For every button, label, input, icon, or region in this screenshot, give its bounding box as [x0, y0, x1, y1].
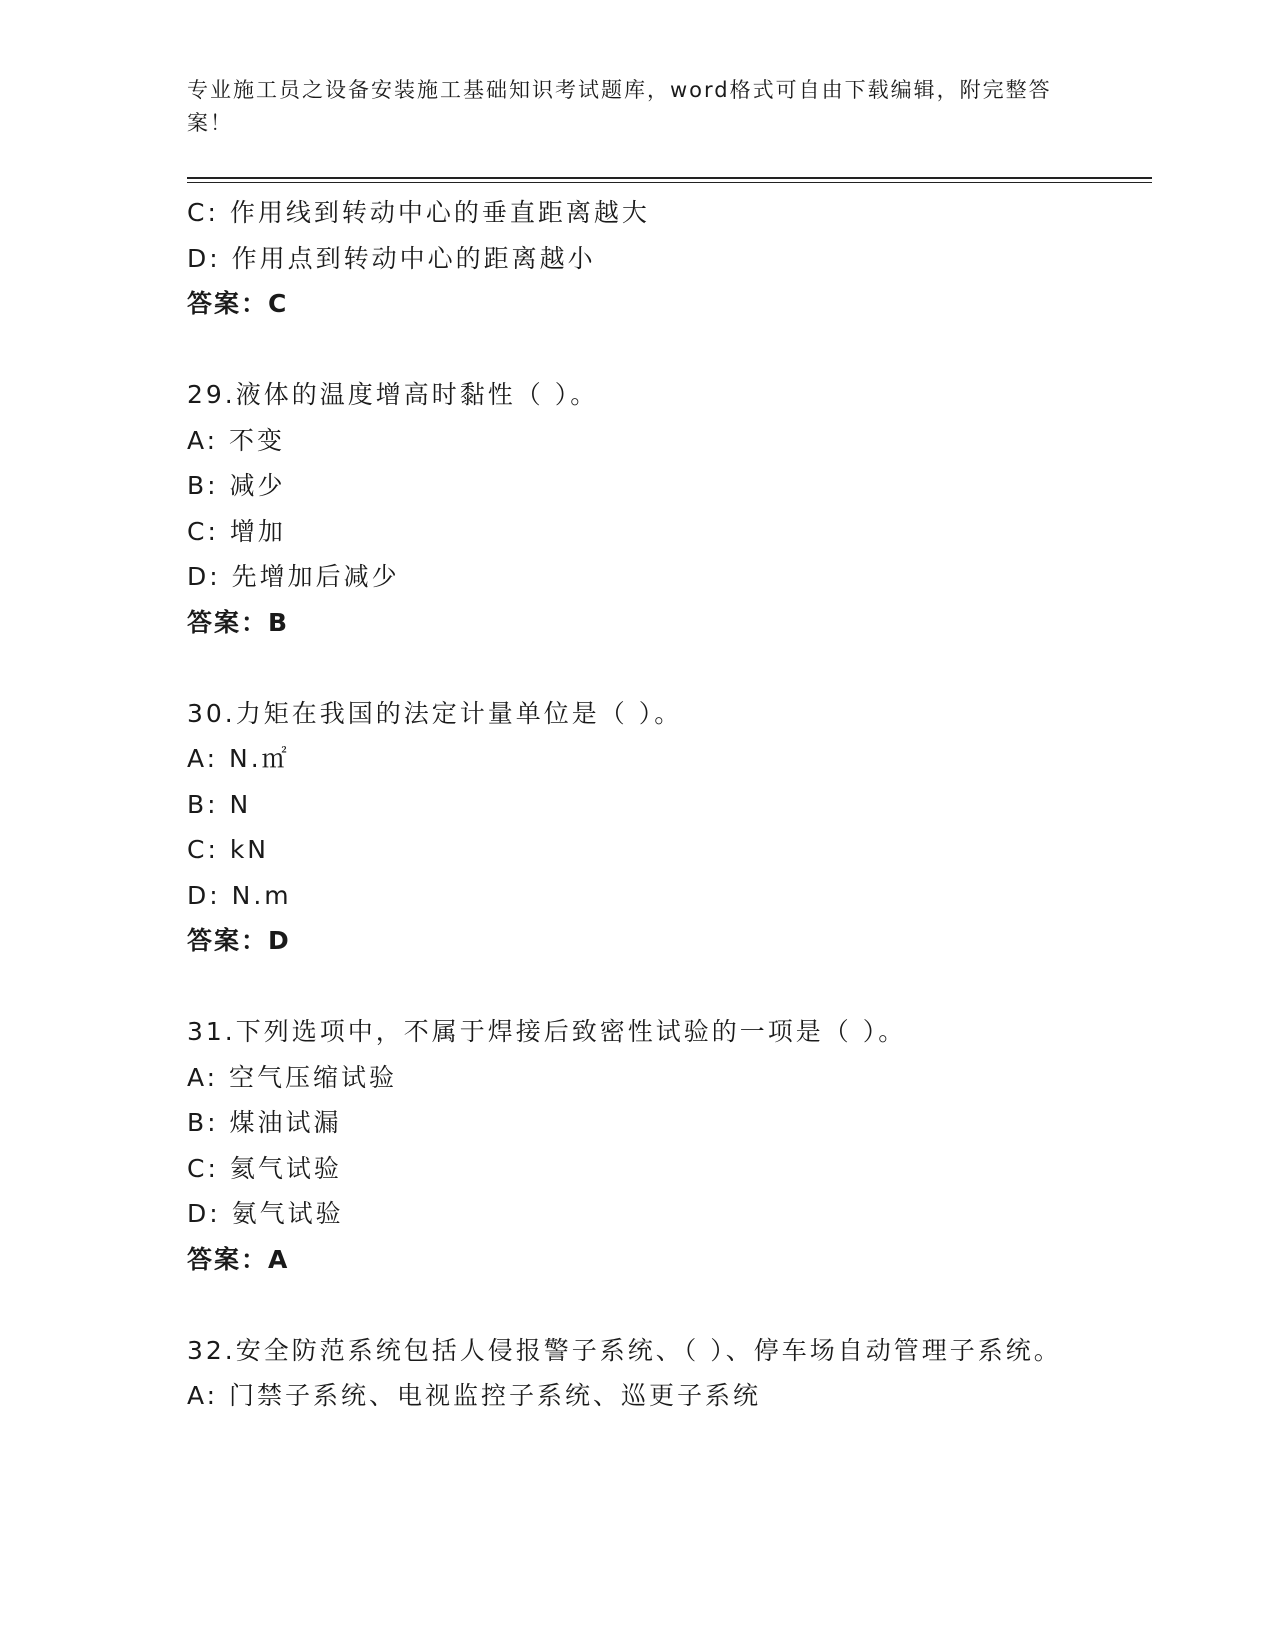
option-c: C: 氦气试验: [187, 1153, 342, 1183]
answer: 答案：D: [187, 926, 291, 955]
option-c: C: 作用线到转动中心的垂直距离越大: [187, 198, 650, 227]
option-b: B: 减少: [187, 471, 286, 500]
option-c: C: 增加: [187, 516, 286, 546]
option-c: C: kN: [187, 835, 270, 864]
question-29: [187, 372, 1067, 645]
spacer: [187, 964, 1067, 1010]
answer: 答案：A: [187, 1244, 290, 1274]
option-a: A: 门禁子系统、电视监控子系统、巡更子系统: [187, 1381, 762, 1410]
question-text: 30.力矩在我国的法定计量单位是（ ）。: [187, 698, 683, 728]
carryover-question: [187, 190, 1067, 327]
question-text: 31.下列选项中，不属于焊接后致密性试验的一项是（ ）。: [187, 1017, 907, 1046]
header-rule-thick: [187, 177, 1152, 179]
option-a: A: N.㎡: [187, 744, 290, 773]
option-a: A: 不变: [187, 425, 286, 455]
option-d: D: 先增加后减少: [187, 562, 400, 591]
answer: 答案：B: [187, 607, 290, 637]
option-d: D: 氨气试验: [187, 1199, 344, 1228]
option-d: D: N.m: [187, 880, 292, 910]
question-32: [187, 1328, 1067, 1419]
header-rule-thin: [187, 182, 1152, 183]
spacer: [187, 1282, 1067, 1328]
answer: 答案：C: [187, 289, 289, 318]
spacer: [187, 327, 1067, 373]
question-list: [187, 190, 1067, 1419]
option-b: B: 煤油试漏: [187, 1108, 342, 1137]
option-b: B: N: [187, 789, 252, 819]
option-a: A: 空气压缩试验: [187, 1062, 398, 1092]
question-text: 32.安全防范系统包括人侵报警子系统、（ ）、停车场自动管理子系统。: [187, 1335, 1062, 1365]
document-header: 专业施工员之设备安装施工基础知识考试题库，word格式可自由下载编辑，附完整答案！: [187, 78, 1052, 135]
question-31: [187, 1009, 1067, 1282]
option-d: D: 作用点到转动中心的距离越小: [187, 243, 596, 273]
question-30: [187, 691, 1067, 964]
question-text: 29.液体的温度增高时黏性（ ）。: [187, 380, 599, 409]
spacer: [187, 645, 1067, 691]
